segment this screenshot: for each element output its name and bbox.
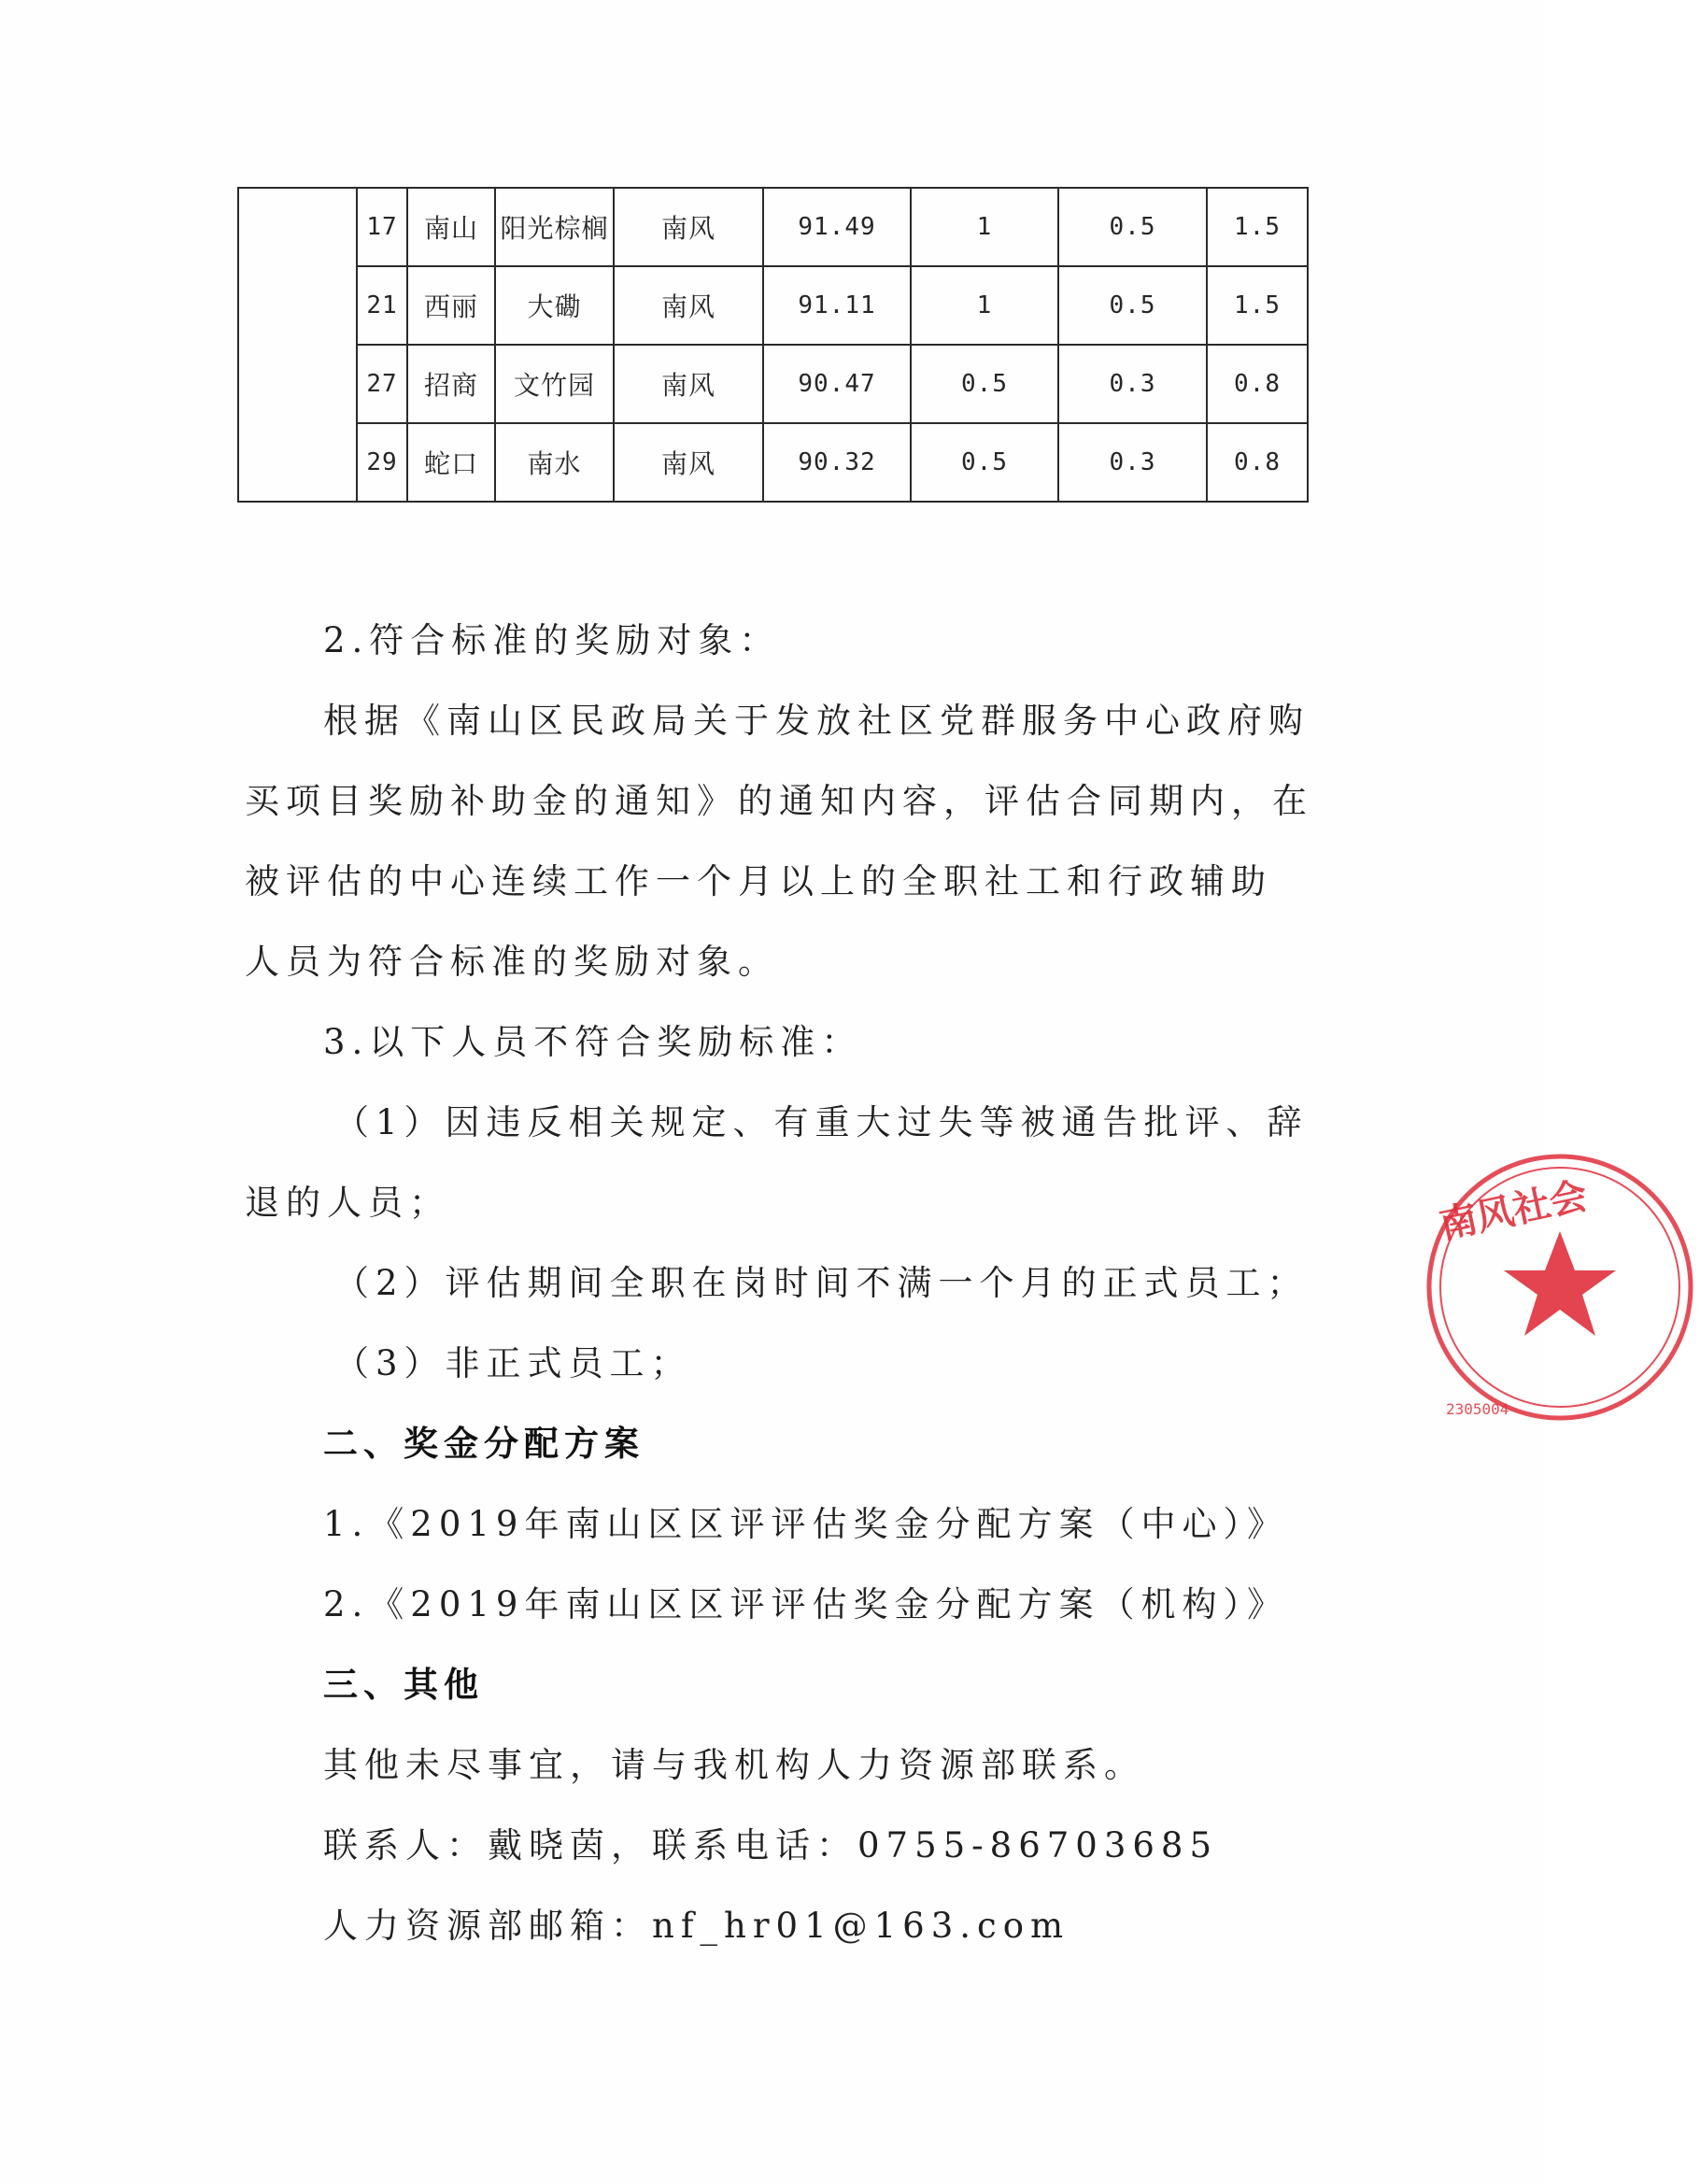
score-table (237, 187, 1309, 503)
table-row (238, 345, 1308, 423)
org-cell: 南风 (614, 188, 763, 266)
score-cell: 91.11 (763, 266, 911, 345)
value-a-cell: 0.5 (911, 345, 1058, 423)
total-cell: 0.8 (1207, 345, 1308, 423)
section3-item1-line2: 退的人员； (245, 1183, 450, 1223)
community-cell: 大磡 (495, 266, 614, 345)
total-cell: 1.5 (1207, 266, 1308, 345)
seal-text: 南风社会 (1436, 1174, 1592, 1248)
section2-para-line: 根据《南山区民政局关于发放社区党群服务中心政府购 (323, 701, 1310, 741)
value-a-cell: 0.5 (911, 423, 1058, 502)
score-cell: 91.49 (763, 188, 911, 266)
value-b-cell: 0.3 (1058, 423, 1207, 502)
star-icon (1504, 1231, 1616, 1336)
table-row (238, 188, 1308, 266)
total-cell: 0.8 (1207, 423, 1308, 502)
section3-item1-line1: （1）因违反相关规定、有重大过失等被通告批评、辞 (334, 1102, 1309, 1142)
part2-heading: 二、奖金分配方案 (323, 1424, 645, 1464)
part3-line1: 其他未尽事宜，请与我机构人力资源部联系。 (323, 1745, 1145, 1785)
section3-title: 3.以下人员不符合奖励标准： (323, 1022, 863, 1062)
total-cell: 1.5 (1207, 188, 1308, 266)
official-seal (1420, 1138, 1592, 1437)
value-b-cell: 0.5 (1058, 188, 1207, 266)
score-cell: 90.47 (763, 345, 911, 423)
street-cell: 招商 (407, 345, 495, 423)
rank-cell: 21 (357, 266, 407, 345)
org-cell: 南风 (614, 345, 763, 423)
org-cell: 南风 (614, 266, 763, 345)
community-cell: 南水 (495, 423, 614, 502)
street-cell: 蛇口 (407, 423, 495, 502)
value-a-cell: 1 (911, 188, 1058, 266)
street-cell: 西丽 (407, 266, 495, 345)
value-a-cell: 1 (911, 266, 1058, 345)
rank-cell: 29 (357, 423, 407, 502)
value-b-cell: 0.3 (1058, 345, 1207, 423)
part3-contact: 联系人：戴晓茵，联系电话：0755-86703685 (323, 1825, 1218, 1865)
org-cell: 南风 (614, 423, 763, 502)
section2-title: 2.符合标准的奖励对象： (323, 620, 781, 660)
rank-cell: 27 (357, 345, 407, 423)
section2-para-line: 买项目奖励补助金的通知》的通知内容，评估合同期内，在 (245, 781, 1313, 821)
rank-cell: 17 (357, 188, 407, 266)
table-row (238, 266, 1308, 345)
section3-item3: （3）非正式员工； (334, 1343, 692, 1383)
street-cell: 南山 (407, 188, 495, 266)
section3-item2: （2）评估期间全职在岗时间不满一个月的正式员工； (334, 1263, 1309, 1303)
part3-heading: 三、其他 (323, 1665, 484, 1705)
table-row (238, 423, 1308, 502)
value-b-cell: 0.5 (1058, 266, 1207, 345)
seal-number: 2305004 (1446, 1400, 1509, 1418)
merged-category-cell (238, 188, 357, 502)
section2-para-line: 人员为符合标准的奖励对象。 (245, 942, 779, 982)
part2-item1: 1.《2019年南山区区评评估奖金分配方案（中心）》 (323, 1504, 1288, 1544)
score-cell: 90.32 (763, 423, 911, 502)
part3-email: 人力资源部邮箱：nf_hr01@163.com (323, 1906, 1070, 1946)
community-cell: 阳光棕榈 (495, 188, 614, 266)
section2-para-line: 被评估的中心连续工作一个月以上的全职社工和行政辅助 (245, 861, 1272, 901)
part2-item2: 2.《2019年南山区区评评估奖金分配方案（机构）》 (323, 1584, 1288, 1624)
community-cell: 文竹园 (495, 345, 614, 423)
